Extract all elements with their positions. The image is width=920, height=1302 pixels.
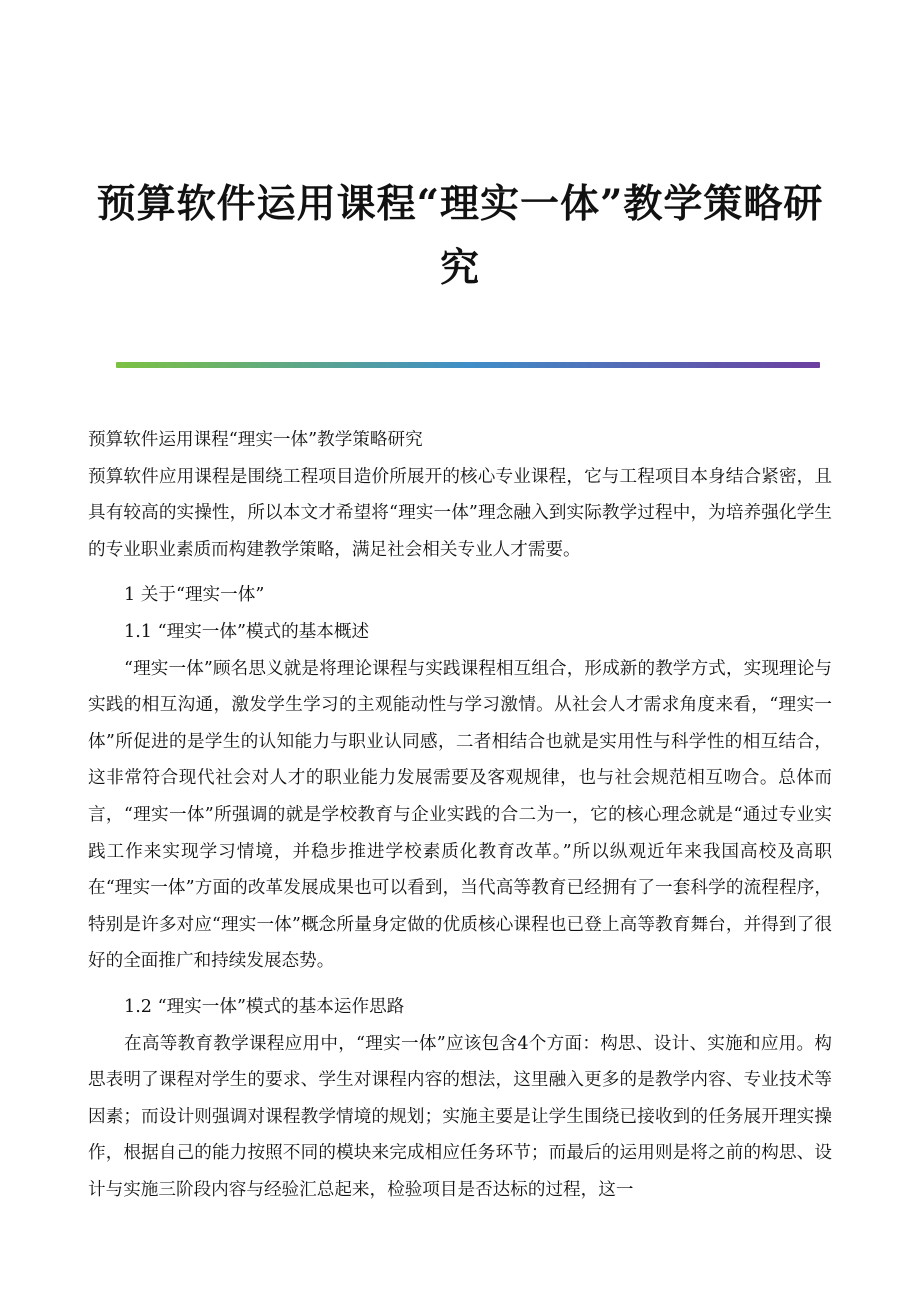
section-1-2-heading: 1.2 “理实一体”模式的基本运作思路 xyxy=(124,996,405,1017)
document-title: 预算软件运用课程“理实一体”教学策略研究 xyxy=(96,181,824,291)
section-1-heading: 1 关于“理实一体” xyxy=(124,585,265,606)
section-1-1-paragraph: “理实一体”顾名思义就是将理论课程与实践课程相互组合，形成新的教学方式，实现理论与实践的相互沟通，激发学生学习的主观能动性与学习激情。从社会人才需求角度来看，“理实一体”所促进的是学生的认知能力与职业认同感，二者相结合也就是实用性与科学性的相互结合，这非常符合现代社会对人才的职业能力发展需要及客观规律，也与社会规范相互吻合。总体而言，“理实一体”所强调的就是学校教育与企业实践的合二为一，它的核心理念就是“通过专业实践工作来实现学习情境，并稳步推进学校素质化教育改革。”所以纵观近年来我国高校及高职在“理实一体”方面的改革发展成果也可以看到，当代高等教育已经拥有了一套科学的流程程序，特别是许多对应“理实一体”概念所量身定做的优质核心课程也已登上高等教育舞台，并得到了很好的全面推广和持续发展态势。 xyxy=(88,658,832,972)
section-1-1-heading: 1.1 “理实一体”模式的基本概述 xyxy=(124,621,370,642)
section-1-2-paragraph: 在高等教育教学课程应用中，“理实一体”应该包含4个方面：构思、设计、实施和应用。构思表明了课程对学生的要求、学生对课程内容的想法，这里融入更多的是教学内容、专业技术等因素；而设计则强调对课程教学情境的规划；实施主要是让学生围绕已接收到的任务展开理实操作，根据自己的能力按照不同的模块来完成相应任务环节；而最后的运用则是将之前的构思、设计与实施三阶段内容与经验汇总起来，检验项目是否达标的过程，这一 xyxy=(88,1033,832,1200)
intro-paragraph: 预算软件应用课程是围绕工程项目造价所展开的核心专业课程，它与工程项目本身结合紧密，且具有较高的实操性，所以本文才希望将“理实一体”理念融入到实际教学过程中，为培养强化学生的专业职业素质而构建教学策略，满足社会相关专业人才需要。 xyxy=(88,466,832,560)
document-body xyxy=(88,422,832,1217)
title-divider xyxy=(116,362,820,368)
document-subtitle: 预算软件运用课程“理实一体”教学策略研究 xyxy=(88,430,423,450)
